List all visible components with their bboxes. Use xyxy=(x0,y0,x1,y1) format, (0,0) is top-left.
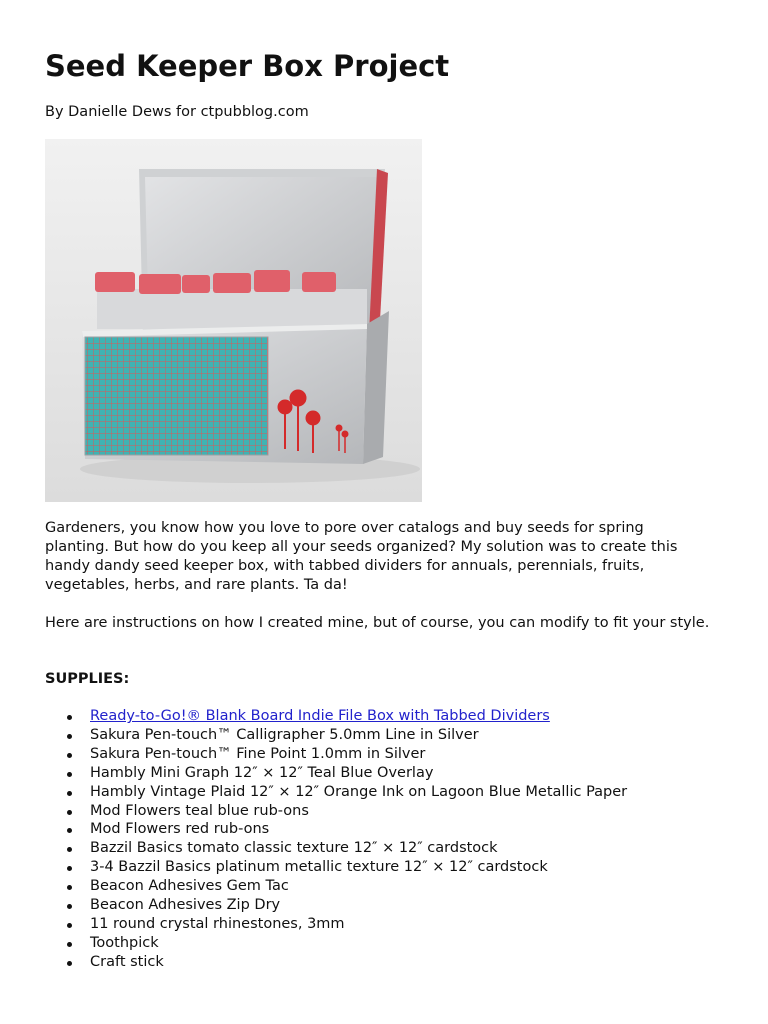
instructions-paragraph: Here are instructions on how I created mine, but of course, you can modify to fit your style. xyxy=(45,615,710,631)
list-item: Sakura Pen-touch™ Calligrapher 5.0mm Line in Silver xyxy=(45,726,627,745)
list-item[interactable] xyxy=(45,707,627,726)
list-item: Toothpick xyxy=(45,934,627,953)
supply-link-file-box[interactable]: Ready-to-Go!® Blank Board Indie File Box with Tabbed Dividers xyxy=(90,708,550,724)
list-item: 11 round crystal rhinestones, 3mm xyxy=(45,915,627,934)
list-item: 3-4 Bazzil Basics platinum metallic texture 12″ × 12″ cardstock xyxy=(45,858,627,877)
list-item: Beacon Adhesives Zip Dry xyxy=(45,896,627,915)
list-item: Hambly Vintage Plaid 12″ × 12″ Orange Ink on Lagoon Blue Metallic Paper xyxy=(45,783,627,802)
page-title: Seed Keeper Box Project xyxy=(45,49,450,83)
list-item: Bazzil Basics tomato classic texture 12″ × 12″ cardstock xyxy=(45,839,627,858)
intro-paragraph: Gardeners, you know how you love to pore over catalogs and buy seeds for spring planting. But how do you keep all your seeds organized? My solution was to create this handy dandy seed keeper box, with tabbed dividers for annuals, perennials, fruits, vegetables, herbs, and rare plants. Ta da! xyxy=(45,520,678,593)
list-item: Sakura Pen-touch™ Fine Point 1.0mm in Silver xyxy=(45,745,627,764)
list-item: Craft stick xyxy=(45,953,627,972)
list-item: Beacon Adhesives Gem Tac xyxy=(45,877,627,896)
byline: By Danielle Dews for ctpubblog.com xyxy=(45,104,309,120)
supplies-list xyxy=(45,707,627,972)
supplies-heading: SUPPLIES: xyxy=(45,671,130,687)
list-item: Mod Flowers teal blue rub-ons xyxy=(45,802,627,821)
seed-keeper-box-photo xyxy=(45,139,422,502)
list-item: Mod Flowers red rub-ons xyxy=(45,820,627,839)
list-item: Hambly Mini Graph 12″ × 12″ Teal Blue Overlay xyxy=(45,764,627,783)
